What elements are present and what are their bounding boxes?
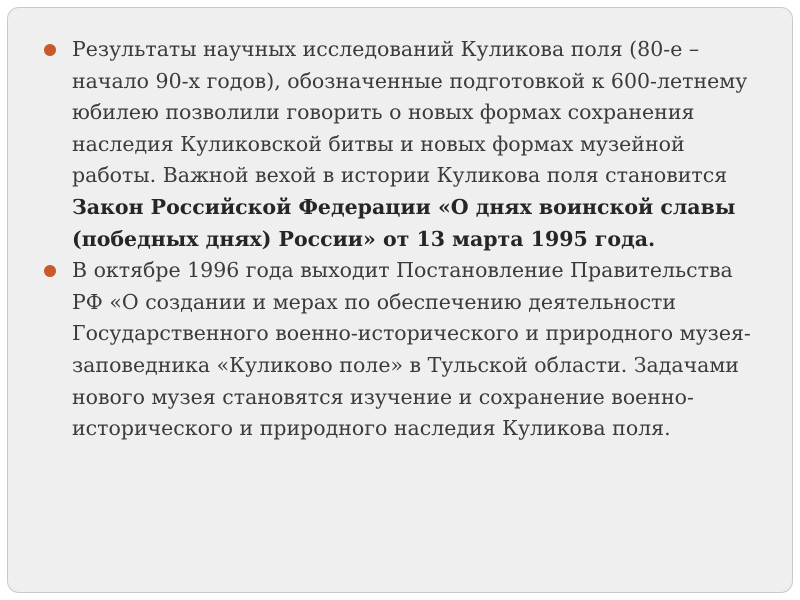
bullet-item-2	[42, 255, 754, 445]
slide-content	[42, 34, 754, 445]
bullet-dot-icon	[44, 265, 56, 277]
bullet-1-bold-law: Закон Российской Федерации «О днях воинской славы (победных днях) России» от 13 марта 1995 года.	[72, 194, 736, 251]
bullet-dot-icon	[44, 44, 56, 56]
bullet-text-1	[72, 34, 754, 255]
bullet-text-2: В октябре 1996 года выходит Постановление Правительства РФ «О создании и мерах по обеспечению деятельности Государственного военно-исторического и природного музея-заповедника «Куликово поле» в Тульской области. Задачами нового музея становятся изучение и сохранение военно-исторического и природного наследия Куликова поля.	[72, 258, 751, 441]
bullet-1-text: Результаты научных исследований Куликова поля (80-е – начало 90-х годов), обозначенные подготовкой к 600-летнему юбилею позволили говорить о новых формах сохранения наследия Куликовской битвы и новых формах музейной работы. Важной вехой в истории Куликова поля становится	[72, 37, 748, 188]
bullet-item-1	[42, 34, 754, 255]
